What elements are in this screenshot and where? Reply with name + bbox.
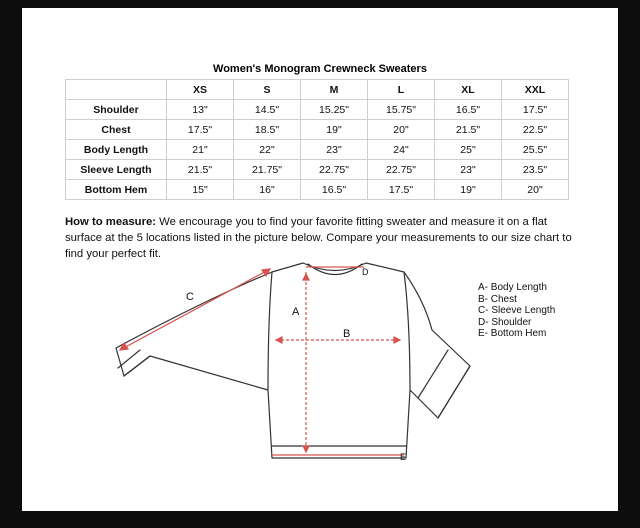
label-d: D xyxy=(362,267,369,277)
table-cell: 16.5" xyxy=(435,100,502,120)
row-label: Body Length xyxy=(66,140,167,160)
table-cell: 22.75" xyxy=(368,160,435,180)
table-cell: 23" xyxy=(301,140,368,160)
table-cell: 22.5" xyxy=(502,120,569,140)
table-cell: 21.75" xyxy=(234,160,301,180)
table-cell: 25" xyxy=(435,140,502,160)
legend-item: A- Body Length xyxy=(478,282,547,293)
size-chart-title: Women's Monogram Crewneck Sweaters xyxy=(213,63,427,75)
how-to-measure-text: We encourage you to find your favorite fitting sweater and measure it on a flat surface at the 5 locations listed in the picture below. Compare your measurements to our size chart to find your perfect fit. xyxy=(65,216,572,260)
row-label: Chest xyxy=(66,120,167,140)
row-label: Shoulder xyxy=(66,100,167,120)
measurement-legend xyxy=(478,282,555,340)
arrow-head xyxy=(303,274,309,280)
table-cell: 21.5" xyxy=(435,120,502,140)
arrow-head xyxy=(120,343,128,350)
table-cell: 16.5" xyxy=(301,180,368,200)
table-cell: 20" xyxy=(502,180,569,200)
legend-item: C- Sleeve Length xyxy=(478,305,556,316)
label-e: E xyxy=(400,452,407,462)
table-cell: 23.5" xyxy=(502,160,569,180)
left-sleeve-seam xyxy=(268,272,272,390)
table-cell: 19" xyxy=(301,120,368,140)
table-cell: 17.5" xyxy=(368,180,435,200)
column-header: S xyxy=(234,80,301,100)
table-cell: 21.5" xyxy=(167,160,234,180)
table-cell: 23" xyxy=(435,160,502,180)
table-cell: 15.75" xyxy=(368,100,435,120)
arrow-head xyxy=(303,446,309,452)
table-cell: 15" xyxy=(167,180,234,200)
table-cell: 19" xyxy=(435,180,502,200)
table-cell: 15.25" xyxy=(301,100,368,120)
legend-item: E- Bottom Hem xyxy=(478,328,547,339)
arrow-head xyxy=(276,337,282,343)
table-cell: 17.5" xyxy=(167,120,234,140)
legend-item: B- Chest xyxy=(478,293,517,305)
table-cell: 24" xyxy=(368,140,435,160)
table-cell: 25.5" xyxy=(502,140,569,160)
column-header: L xyxy=(368,80,435,100)
label-b: B xyxy=(343,328,351,340)
column-header: XXL xyxy=(502,80,569,100)
label-a: A xyxy=(292,306,300,318)
table-cell: 21" xyxy=(167,140,234,160)
sweater-outline xyxy=(116,263,470,458)
table-cell: 18.5" xyxy=(234,120,301,140)
row-label: Sleeve Length xyxy=(66,160,167,180)
sleeve-length-line xyxy=(120,269,270,350)
table-cell: 20" xyxy=(368,120,435,140)
table-cell: 17.5" xyxy=(502,100,569,120)
column-header: M xyxy=(301,80,368,100)
column-header: XS xyxy=(167,80,234,100)
row-label: Bottom Hem xyxy=(66,180,167,200)
table-cell: 22.75" xyxy=(301,160,368,180)
how-to-measure-heading: How to measure: xyxy=(65,216,157,228)
table-cell: 13" xyxy=(167,100,234,120)
table-cell: 16" xyxy=(234,180,301,200)
table-cell: 14.5" xyxy=(234,100,301,120)
table-cell: 22" xyxy=(234,140,301,160)
right-sleeve-seam xyxy=(404,272,410,390)
right-cuff xyxy=(418,350,470,418)
column-header: XL xyxy=(435,80,502,100)
label-c: C xyxy=(186,291,194,303)
arrow-head xyxy=(262,269,270,276)
arrow-head xyxy=(394,337,400,343)
legend-item: D- Shoulder xyxy=(478,316,532,328)
neckline xyxy=(308,264,362,275)
